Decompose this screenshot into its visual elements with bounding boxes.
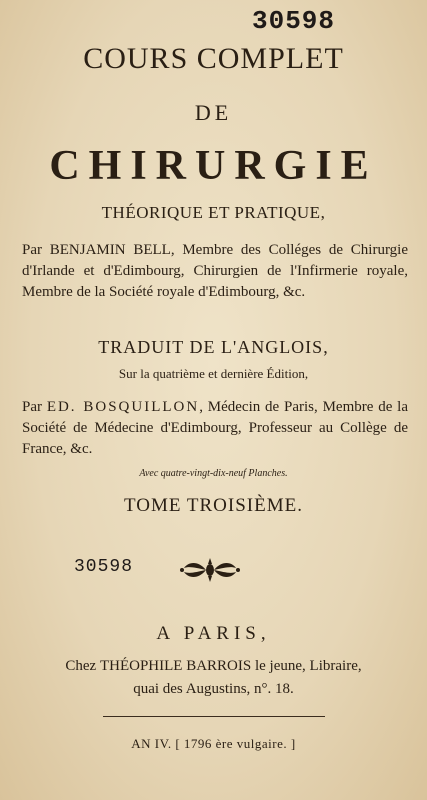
title-line-1: COURS COMPLET <box>83 42 344 75</box>
translator-description: , Médecin de Paris, Membre de la Société de Médecine d'Edimbourg, Professeur au Collège de France, &c. <box>22 399 409 457</box>
author-description: , Membre des Colléges de Chirurgie d'Irlande et d'Edimbourg, Chirurgien de l'Infirmerie royale, Membre de la Société royale d'Edimbourg, &c. <box>22 242 408 300</box>
title-line-2: DE <box>194 100 233 125</box>
author-prefix: Par <box>22 242 42 258</box>
publisher-name: THÉOPHILE BARROIS <box>99 658 252 674</box>
imprint-address: quai des Augustins, n°. 18. <box>133 681 294 697</box>
translator-prefix: Par <box>22 399 42 415</box>
plates-note: Avec quatre-vingt-dix-neuf Planches. <box>139 468 288 479</box>
translator-statement <box>22 397 408 460</box>
imprint-date: AN IV. [ 1796 ère vulgaire. ] <box>131 736 296 751</box>
imprint-place: A PARIS, <box>156 623 271 644</box>
author-name: BENJAMIN BELL <box>49 242 171 258</box>
imprint-publisher <box>0 658 427 675</box>
volume-title: TOME TROISIÈME. <box>124 495 303 516</box>
translation-note: TRADUIT DE L'ANGLOIS, <box>98 337 329 357</box>
subtitle: THÉORIQUE ET PRATIQUE, <box>101 203 326 222</box>
edition-note: Sur la quatrième et dernière Édition, <box>118 366 309 381</box>
inventory-stamp-number: 30598 <box>74 557 134 577</box>
fleuron-ornament-icon <box>178 556 242 584</box>
publisher-rest: le jeune, Libraire, <box>251 658 362 674</box>
author-statement <box>22 240 408 303</box>
divider-rule <box>103 716 325 717</box>
publisher-prefix: Chez <box>65 658 97 674</box>
title-line-3: CHIRURGIE <box>49 143 378 189</box>
translator-name: ED. BOSQUILLON <box>46 399 200 415</box>
library-stamp-number: 30598 <box>251 6 335 36</box>
